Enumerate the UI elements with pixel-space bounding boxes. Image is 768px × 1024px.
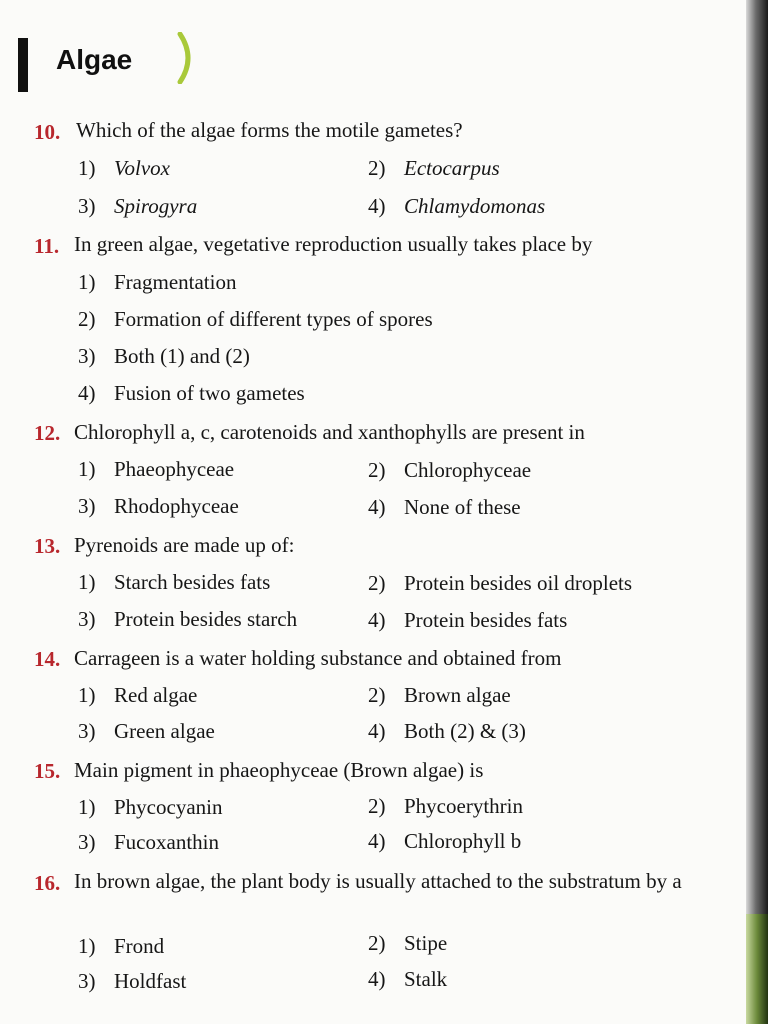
option-text: Stalk (404, 967, 448, 991)
option (78, 307, 433, 332)
option-text: Phycoerythrin (404, 794, 523, 818)
option-number: 2) (368, 571, 386, 595)
option (368, 794, 523, 819)
option (368, 931, 447, 956)
option (368, 967, 447, 992)
option (78, 156, 170, 181)
decorative-bracket-icon (176, 32, 198, 84)
option-number: 2) (368, 931, 386, 955)
option-number: 3) (78, 494, 96, 518)
question-text: In brown algae, the plant body is usually attached to the substratum by a (74, 869, 682, 893)
question-number: 10. (34, 120, 61, 144)
section-title: Algae (56, 44, 133, 75)
option-text: Chlamydomonas (404, 194, 546, 218)
option-number: 3) (78, 969, 96, 993)
option-number: 3) (78, 194, 96, 218)
option (78, 969, 186, 994)
option-text: Chlorophyceae (404, 458, 532, 482)
option-number: 4) (368, 608, 386, 632)
question-number: 16. (34, 871, 61, 895)
option-number: 4) (78, 381, 96, 405)
option-text: Holdfast (114, 969, 187, 993)
option-number: 1) (78, 795, 96, 819)
option-text: Ectocarpus (404, 156, 500, 180)
question-text: Carrageen is a water holding substance and obtained from (74, 646, 562, 670)
option-text: Phaeophyceae (114, 457, 235, 481)
option-text: None of these (404, 495, 521, 519)
option (368, 194, 545, 219)
option-text: Chlorophyll b (404, 829, 522, 853)
option (368, 719, 526, 744)
option-text: Frond (114, 934, 165, 958)
question-text: In green algae, vegetative reproduction usually takes place by (74, 232, 593, 256)
option-text: Fusion of two gametes (114, 381, 305, 405)
option-number: 2) (368, 458, 386, 482)
question-number: 15. (34, 759, 61, 783)
option (78, 457, 234, 482)
question-text: Which of the algae forms the motile gametes? (76, 118, 463, 142)
option-number: 3) (78, 607, 96, 631)
option-text: Both (1) and (2) (114, 344, 250, 368)
option-number: 1) (78, 570, 96, 594)
option-text: Volvox (114, 156, 170, 180)
option-text: Fragmentation (114, 270, 237, 294)
option (78, 607, 297, 632)
option (78, 934, 164, 959)
option-number: 4) (368, 967, 386, 991)
option-number: 1) (78, 683, 96, 707)
option-number: 1) (78, 270, 96, 294)
option-text: Stipe (404, 931, 448, 955)
section-marker-bar (18, 38, 28, 92)
option-text: Fucoxanthin (114, 830, 219, 854)
option (78, 830, 219, 855)
option-number: 2) (368, 156, 386, 180)
option-number: 2) (368, 683, 386, 707)
option-number: 4) (368, 719, 386, 743)
question-text: Main pigment in phaeophyceae (Brown algae) is (74, 758, 484, 782)
option (368, 571, 632, 596)
question-number: 13. (34, 534, 61, 558)
option (78, 494, 239, 519)
question-text: Pyrenoids are made up of: (74, 533, 295, 557)
option-text: Spirogyra (114, 194, 198, 218)
option (78, 570, 270, 595)
option (78, 795, 222, 820)
option-number: 2) (368, 794, 386, 818)
option-number: 4) (368, 495, 386, 519)
option-number: 1) (78, 934, 96, 958)
option (78, 683, 197, 708)
option (78, 719, 215, 744)
option (368, 495, 521, 520)
option-number: 3) (78, 719, 96, 743)
option (368, 683, 511, 708)
option (368, 608, 567, 633)
cut-off-previous-line (0, 0, 600, 6)
option-text: Brown algae (404, 683, 511, 707)
question-number: 14. (34, 647, 61, 671)
option (368, 458, 531, 483)
option (78, 381, 305, 406)
option (78, 344, 250, 369)
option-text: Starch besides fats (114, 570, 271, 594)
option-number: 1) (78, 156, 96, 180)
question-number: 12. (34, 421, 61, 445)
option-number: 4) (368, 194, 386, 218)
option-text: Formation of different types of spores (114, 307, 433, 331)
option-text: Phycocyanin (114, 795, 223, 819)
option-text: Both (2) & (3) (404, 719, 526, 743)
option-text: Protein besides starch (114, 607, 298, 631)
option (78, 270, 236, 295)
option (368, 156, 500, 181)
option-text: Green algae (114, 719, 215, 743)
option (78, 194, 197, 219)
option-number: 2) (78, 307, 96, 331)
option-text: Protein besides fats (404, 608, 568, 632)
option (368, 829, 521, 854)
page-edge-shadow (746, 0, 768, 1024)
option-text: Red algae (114, 683, 198, 707)
option-number: 1) (78, 457, 96, 481)
option-number: 3) (78, 830, 96, 854)
option-text: Protein besides oil droplets (404, 571, 633, 595)
option-number: 3) (78, 344, 96, 368)
option-number: 4) (368, 829, 386, 853)
question-text: Chlorophyll a, c, carotenoids and xanthophylls are present in (74, 420, 585, 444)
question-number: 11. (34, 234, 60, 258)
option-text: Rhodophyceae (114, 494, 239, 518)
